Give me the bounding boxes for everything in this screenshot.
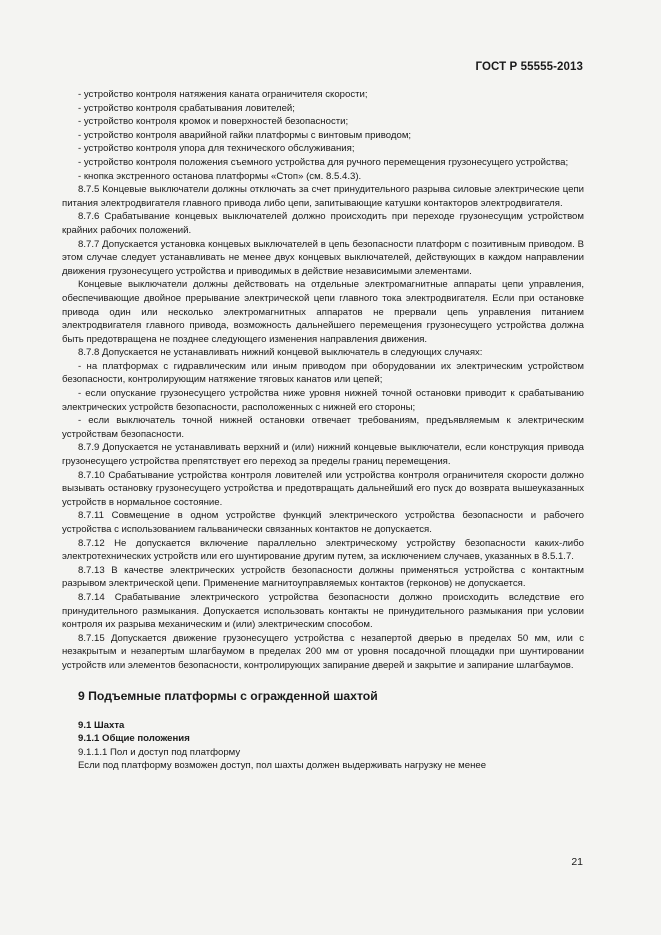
list-item: - кнопка экстренного останова платформы «Стоп» (см. 8.5.4.3). — [78, 170, 362, 182]
list-item: - если опускание грузонесущего устройства ниже уровня нижней точной остановки приводит к срабатыванию электрических устройств безопасности, расположенных с нижней его стороны; — [62, 388, 584, 413]
list-item: - если выключатель точной нижней остановки отвечает требованиям, предъявляемым к электрическим устройствам безопасности. — [62, 415, 584, 440]
clause-8-7-9: 8.7.9 Допускается не устанавливать верхний и (или) нижний концевые выключатели, если конструкция привода грузонесущего устройства препятствует его переход за пределы границ перемещения. — [62, 442, 584, 468]
list-item: - устройство контроля срабатывания ловителей; — [78, 102, 295, 114]
paragraph: Если под платформу возможен доступ, пол шахты должен выдерживать нагрузку не менее — [78, 760, 487, 772]
document-code: ГОСТ Р 55555-2013 — [475, 61, 583, 73]
list-item: - устройство контроля упора для технического обслуживания; — [78, 143, 355, 155]
clause-8-7-15: 8.7.15 Допускается движение грузонесущего устройства с незапертой дверью в пределах 50 мм, или с незакрытым и незапертым шлагбаумом в пределах 200 мм от уровня посадочной площадки при шунтировании устройств или элементов безопасности, контролирующих запирание дверей и закрытие и запирание шлагбаумов. — [62, 632, 584, 671]
subsection-heading: 9.1 Шахта — [78, 719, 125, 731]
clause-8-7-7: 8.7.7 Допускается установка концевых выключателей в цепь безопасности платформ с позитивным приводом. В этом случае следует устанавливать не менее двух концевых выключателей, действующих в каждом направлении движения грузонесущего устройства и приводимых в действие независимыми элементами. — [62, 238, 584, 277]
subsection-heading: 9.1.1.1 Пол и доступ под платформу — [78, 746, 241, 758]
clause-8-7-10: 8.7.10 Срабатывание устройства контроля ловителей или устройства контроля ограничителя скорости должно вызывать остановку грузонесущего устройства и предотвращать дальнейший его пуск до возврата вышеуказанных устройств в нормальное состояние. — [62, 469, 584, 508]
subsection-heading: 9.1.1 Общие положения — [78, 733, 190, 745]
clause-8-7-13: 8.7.13 В качестве электрических устройств безопасности должны применяться устройства с контактным разрывом электрической цепи. Применение магнитоуправляемых контактов (герконов) не допускается. — [62, 564, 584, 590]
page-body — [62, 88, 584, 773]
list-item: - устройство контроля аварийной гайки платформы с винтовым приводом; — [78, 129, 412, 141]
list-item: - устройство контроля положения съемного устройства для ручного перемещения грузонесущего устройства; — [78, 156, 569, 168]
clause-8-7-14: 8.7.14 Срабатывание электрического устройства безопасности должно происходить вследствие его принудительного размыкания. Допускается использовать контакты не принудительного размыкания при условии контроля их разрыва механическим и (или) электрическим способом. — [62, 591, 584, 631]
clause-8-7-12: 8.7.12 Не допускается включение параллельно электрическому устройству безопасности каких-либо электротехнических устройств или его шунтирование другим путем, за исключением случаев, указанных в 8.5.1.7. — [62, 537, 584, 563]
clause-8-7-8: 8.7.8 Допускается не устанавливать нижний концевой выключатель в следующих случаях: — [78, 347, 483, 359]
clause-8-7-6: 8.7.6 Срабатывание концевых выключателей должно происходить при переходе грузонесущим устройством крайних рабочих положений. — [62, 211, 584, 236]
paragraph: Концевые выключатели должны действовать на отдельные электромагнитные аппараты цепи управления, обеспечивающие двойное прерывание электрической цепи главного тока электродвигателя. Если при остановке привода один или несколько электромагнитных аппаратов не прервали цепь управления питанием электродвигателя главного привода, возможность дальнейшего перемещения грузонесущего устройства должна быть предотвращена не позднее следующего изменения направления движения. — [62, 279, 584, 345]
page-number: 21 — [571, 856, 583, 868]
clause-8-7-5: 8.7.5 Концевые выключатели должны отключать за счет принудительного разрыва силовые электрические цепи питания электродвигателя главного привода либо цепи, запитывающие катушки контакторов электродвигателя. — [62, 184, 584, 209]
list-item: - устройство контроля кромок и поверхностей безопасности; — [78, 116, 349, 128]
list-item: - устройство контроля натяжения каната ограничителя скорости; — [78, 89, 368, 100]
section-heading: 9 Подъемные платформы с огражденной шахтой — [78, 688, 378, 703]
clause-8-7-11: 8.7.11 Совмещение в одном устройстве функций электрического устройства безопасности и рабочего устройства с использованием гальванически связанных контактов не допускается. — [62, 510, 584, 535]
list-item: - на платформах с гидравлическим или иным приводом при оборудовании их электрическим устройством безопасности, контролирующим натяжение тяговых канатов или цепей; — [62, 360, 584, 386]
